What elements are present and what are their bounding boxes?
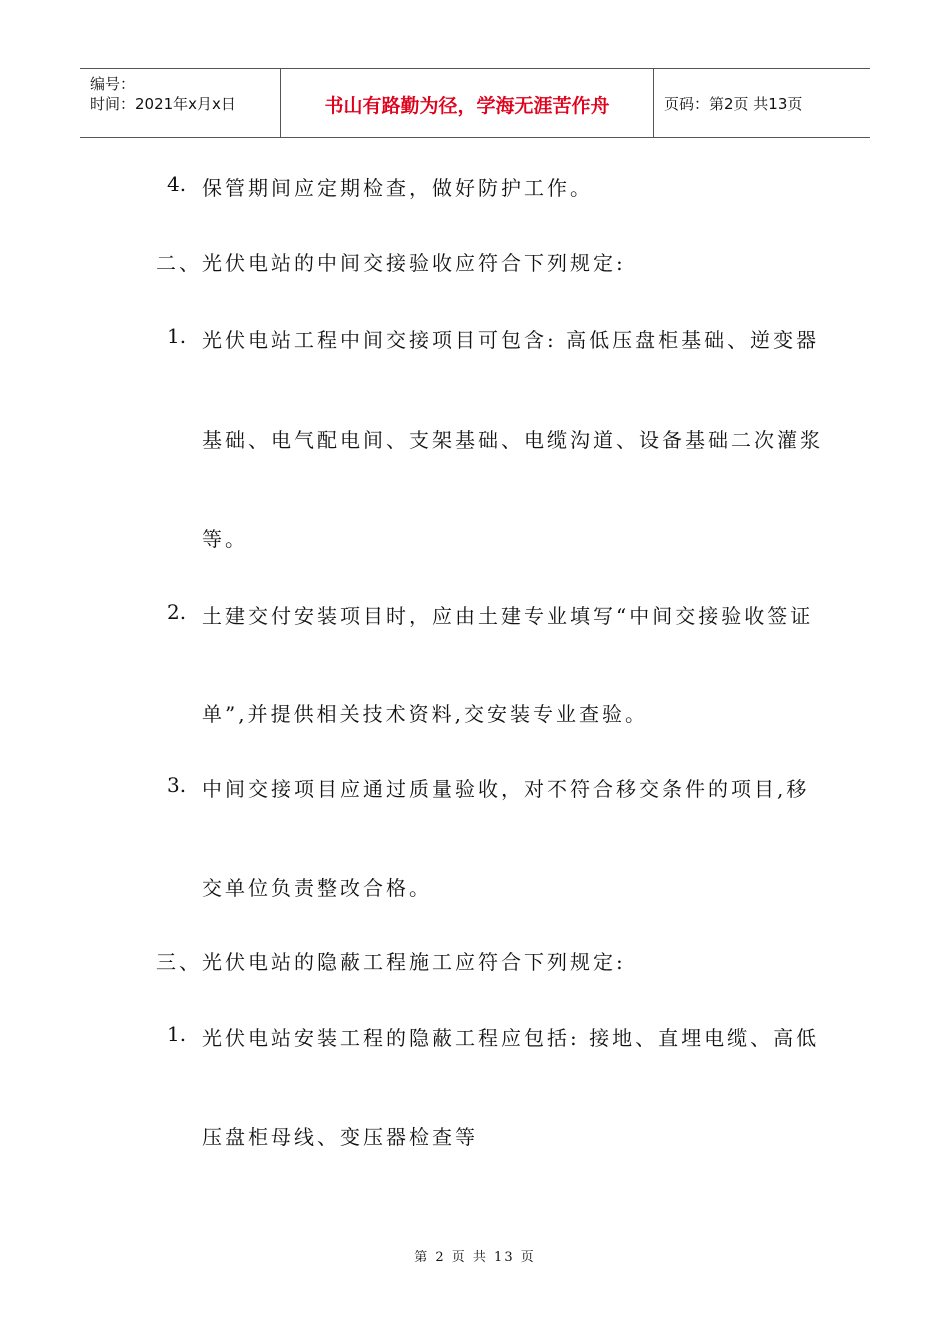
paragraph-line: 光伏电站工程中间交接项目可包含: 高低压盘柜基础、逆变器 [202, 328, 820, 352]
document-time-label: 时间：2021年x月x日 [90, 95, 236, 113]
paragraph-line: 压盘柜母线、变压器检查等 [202, 1125, 478, 1149]
item-number: 1. [167, 1022, 187, 1046]
document-number-label: 编号： [90, 75, 136, 93]
paragraph-line: 中间交接项目应通过质量验收，对不符合移交条件的项目,移 [202, 777, 810, 801]
header-page-info: 页码：第2页 共13页 [664, 95, 803, 113]
item-number: 4. [167, 172, 187, 196]
section-heading: 二、光伏电站的中间交接验收应符合下列规定: [156, 251, 626, 275]
header-page-cell [654, 69, 870, 137]
section-heading: 三、光伏电站的隐蔽工程施工应符合下列规定: [156, 950, 626, 974]
header-motto: 书山有路勤为径，学海无涯苦作舟 [324, 95, 610, 117]
paragraph-line: 等。 [202, 527, 248, 551]
paragraph-line: 单”,并提供相关技术资料,交安装专业查验。 [202, 702, 648, 726]
paragraph-line: 光伏电站安装工程的隐蔽工程应包括: 接地、直埋电缆、高低 [202, 1026, 820, 1050]
paragraph-line: 保管期间应定期检查，做好防护工作。 [202, 176, 593, 200]
header-meta-cell [80, 69, 281, 137]
item-number: 1. [167, 324, 187, 348]
header-motto-cell [281, 69, 654, 137]
item-number: 2. [167, 600, 187, 624]
page-footer: 第 2 页 共 13 页 [414, 1250, 536, 1265]
paragraph-line: 土建交付安装项目时，应由土建专业填写“中间交接验收签证 [202, 604, 814, 628]
paragraph-line: 交单位负责整改合格。 [202, 876, 432, 900]
paragraph-line: 基础、电气配电间、支架基础、电缆沟道、设备基础二次灌浆 [202, 428, 823, 452]
item-number: 3. [167, 773, 187, 797]
page-header [80, 68, 870, 138]
